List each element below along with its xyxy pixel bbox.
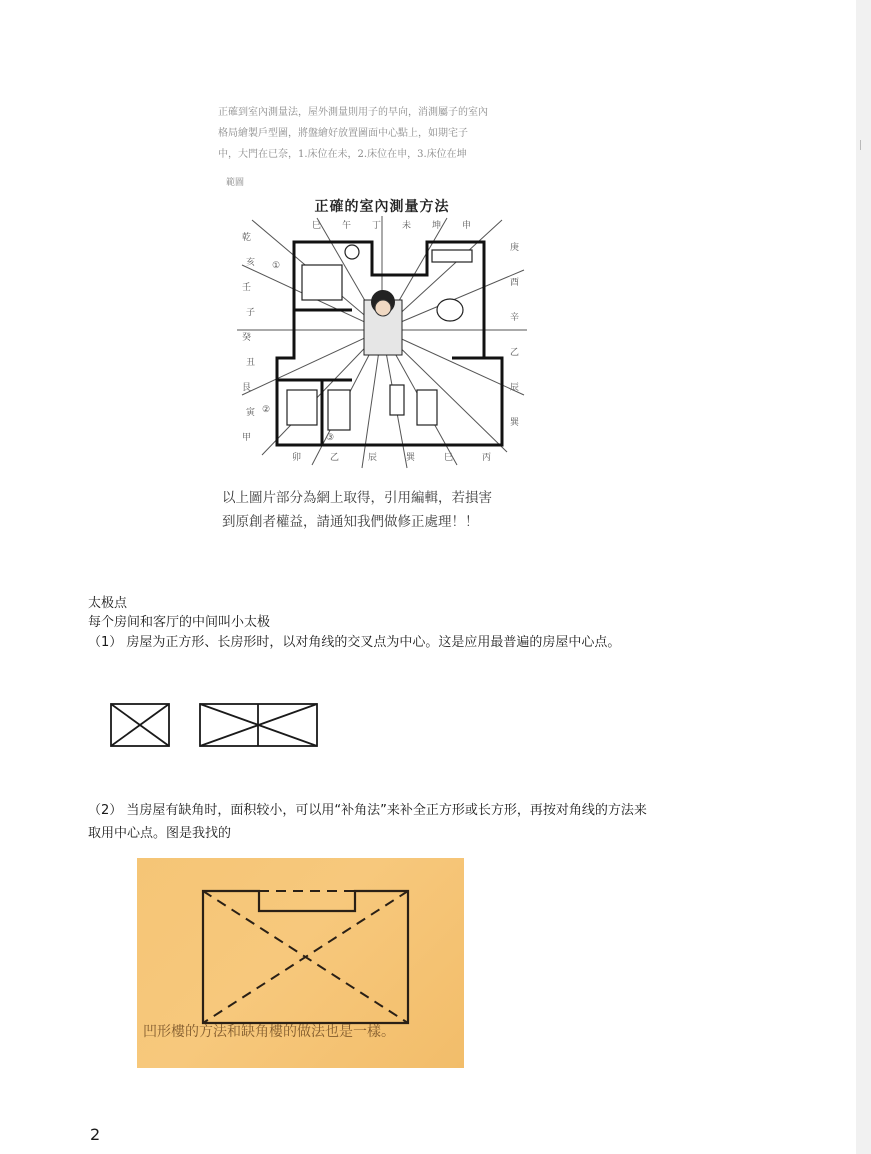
- copyright-note: [222, 486, 552, 534]
- diagonal-diagrams: [110, 703, 322, 749]
- direction-label: 巳: [312, 221, 322, 231]
- direction-label: 辰: [368, 453, 378, 463]
- page-edge: [856, 0, 871, 1154]
- position-marker: ②: [262, 405, 271, 415]
- direction-label: 癸: [242, 333, 252, 343]
- point-two-line: （2） 当房屋有缺角时，面积较小，可以用“补角法”来补全正方形或长方形，再按对角线的方法来: [88, 803, 647, 818]
- direction-label: 午: [342, 221, 352, 231]
- direction-label: 丙: [482, 453, 492, 463]
- section-subheading: 每个房间和客厅的中间叫小太极: [88, 615, 271, 630]
- intro-text: [218, 102, 538, 165]
- scan-mark: [860, 140, 861, 150]
- direction-label: 卯: [292, 453, 302, 463]
- point-one: （1） 房屋为正方形、长房形时，以对角线的交叉点为中心。这是应用最普遍的房屋中心点。: [88, 635, 621, 650]
- direction-label: 乙: [330, 453, 340, 463]
- position-marker: ①: [272, 261, 281, 271]
- photo-caption: 凹形樓的方法和缺角樓的做法也是一樣。: [143, 1024, 395, 1040]
- direction-label: 巽: [406, 453, 416, 463]
- direction-label: 壬: [242, 283, 252, 293]
- direction-label: 坤: [432, 221, 442, 231]
- credit-line: 以上圖片部分為網上取得，引用編輯，若損害: [222, 490, 492, 506]
- intro-line: 格局繪製戶型圖，將盤繪好放置圖面中心點上，如期宅子: [218, 128, 468, 139]
- intro-line: 中，大門在已奈，1.床位在未，2.床位在申，3.床位在坤: [218, 149, 467, 160]
- direction-label: 庚: [510, 243, 520, 253]
- position-marker: ③: [326, 433, 335, 443]
- point-two-line: 取用中心点。图是我找的: [88, 826, 232, 841]
- direction-label: 辰: [510, 383, 520, 393]
- point-two: [88, 799, 808, 845]
- credit-line: 到原創者權益，請通知我們做修正處理！！: [222, 514, 479, 530]
- direction-label: 酉: [510, 278, 520, 288]
- diagram-title: 正確的室內測量方法: [314, 199, 450, 215]
- direction-label: 未: [402, 221, 412, 231]
- measurement-diagram: [232, 190, 532, 470]
- direction-label: 亥: [246, 258, 256, 268]
- direction-label: 子: [246, 308, 256, 318]
- direction-label: 巽: [510, 418, 520, 428]
- direction-label: 辛: [510, 313, 520, 323]
- figure-label: 範圖: [226, 178, 245, 188]
- floorplan-illustration: [232, 190, 532, 470]
- section-heading: 太极点: [88, 596, 128, 611]
- direction-label: 丁: [372, 221, 382, 231]
- direction-label: 巳: [444, 453, 454, 463]
- direction-label: 寅: [246, 408, 256, 418]
- direction-label: 乾: [242, 233, 252, 243]
- direction-label: 甲: [242, 433, 252, 443]
- taiji-section: [88, 594, 270, 632]
- direction-label: 艮: [242, 383, 252, 393]
- page-number: 2: [90, 1125, 101, 1144]
- direction-label: 丑: [246, 358, 256, 368]
- missing-corner-photo: [137, 858, 464, 1068]
- direction-label: 申: [462, 221, 472, 231]
- direction-label: 乙: [510, 348, 520, 358]
- intro-line: 正確到室內測量法，屋外測量則用子的早向，消測屬子的室內: [218, 107, 488, 118]
